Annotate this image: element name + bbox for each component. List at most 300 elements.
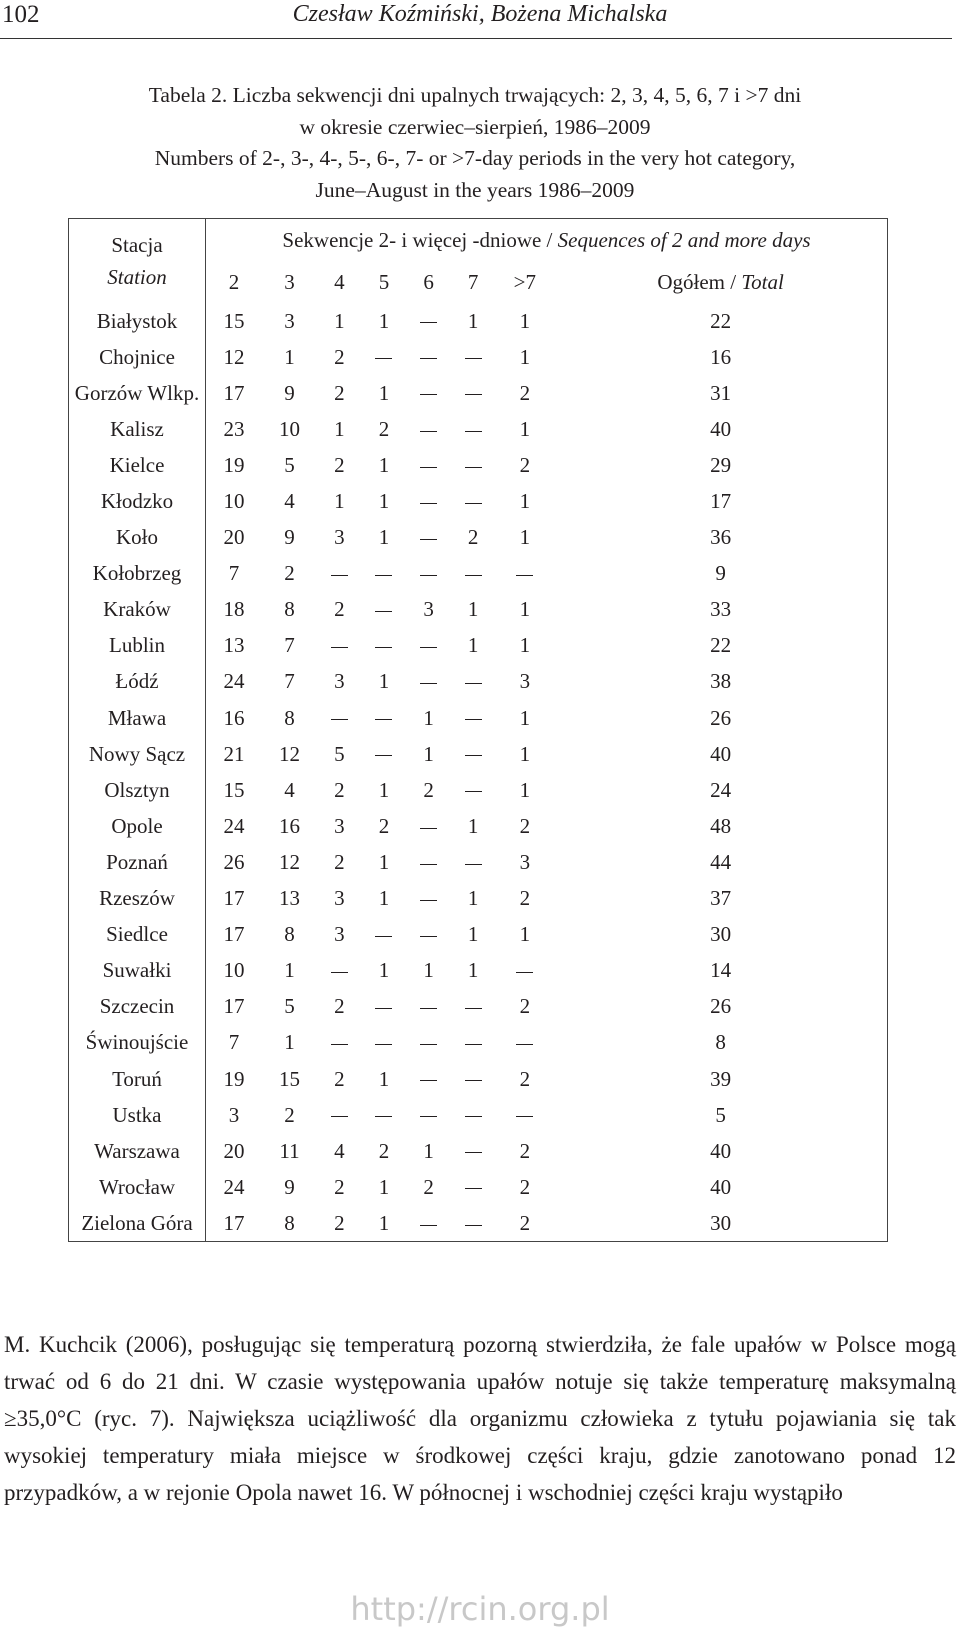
table-row bbox=[69, 447, 888, 483]
value-cell: 1 bbox=[284, 344, 295, 369]
value-cell: 1 bbox=[467, 958, 479, 983]
value-cell: 1 bbox=[378, 1174, 390, 1199]
page-number: 102 bbox=[2, 1, 40, 28]
value-cell: 2 bbox=[423, 1174, 434, 1199]
value-cell: 5 bbox=[334, 741, 345, 766]
total-cell: 29 bbox=[710, 452, 732, 477]
table-row bbox=[69, 520, 888, 556]
value-cell bbox=[317, 700, 362, 736]
header-rule bbox=[0, 38, 952, 39]
value-cell: 20 bbox=[223, 525, 245, 550]
value-cell: 2 bbox=[519, 1138, 531, 1163]
dash-mark bbox=[465, 683, 482, 684]
group-header-pl: Sekwencje 2- i więcej -dniowe / bbox=[282, 227, 558, 252]
dash-mark bbox=[465, 467, 482, 468]
table-row bbox=[69, 483, 888, 519]
total-cell: 39 bbox=[710, 1066, 732, 1091]
dash-mark bbox=[516, 1116, 533, 1117]
caption-pl-line2: w okresie czerwiec–sierpień, 1986–2009 bbox=[299, 114, 651, 139]
value-cell: 3 bbox=[334, 813, 345, 838]
dash-mark bbox=[420, 828, 437, 829]
value-cell bbox=[451, 664, 496, 700]
value-cell: 16 bbox=[223, 705, 245, 730]
table-row bbox=[69, 772, 888, 808]
value-cell: 1 bbox=[519, 308, 531, 333]
table-row bbox=[69, 556, 888, 592]
value-cell: 12 bbox=[278, 741, 300, 766]
value-cell bbox=[451, 772, 496, 808]
value-cell: 2 bbox=[519, 813, 531, 838]
value-cell: 2 bbox=[334, 1210, 345, 1235]
column-header: 3 bbox=[284, 269, 295, 294]
station-name: Szczecin bbox=[69, 989, 206, 1025]
value-cell: 26 bbox=[223, 849, 245, 874]
dash-mark bbox=[420, 503, 437, 504]
table-row bbox=[69, 917, 888, 953]
value-cell: 2 bbox=[519, 1210, 531, 1235]
value-cell: 1 bbox=[519, 344, 531, 369]
value-cell: 2 bbox=[334, 994, 345, 1019]
dash-mark bbox=[331, 719, 348, 720]
value-cell: 1 bbox=[378, 1210, 390, 1235]
total-cell: 40 bbox=[710, 1138, 732, 1163]
total-cell: 31 bbox=[710, 380, 732, 405]
total-cell: 22 bbox=[710, 633, 732, 658]
value-cell bbox=[362, 917, 407, 953]
value-cell bbox=[406, 1061, 451, 1097]
value-cell bbox=[406, 881, 451, 917]
column-header: >7 bbox=[513, 269, 536, 294]
value-cell: 1 bbox=[378, 452, 390, 477]
value-cell bbox=[406, 339, 451, 375]
value-cell bbox=[451, 339, 496, 375]
value-cell: 7 bbox=[284, 669, 295, 694]
total-header-pl: Ogółem / bbox=[657, 269, 742, 294]
value-cell: 7 bbox=[284, 633, 295, 658]
station-name: Mława bbox=[69, 700, 206, 736]
total-cell: 38 bbox=[710, 669, 732, 694]
value-cell: 1 bbox=[378, 525, 390, 550]
value-cell bbox=[451, 736, 496, 772]
total-cell: 36 bbox=[710, 525, 732, 550]
table-row bbox=[69, 592, 888, 628]
table-row bbox=[69, 844, 888, 880]
station-name: Wrocław bbox=[69, 1169, 206, 1205]
value-cell: 1 bbox=[519, 777, 531, 802]
table-row bbox=[69, 1133, 888, 1169]
dash-mark bbox=[331, 1116, 348, 1117]
total-cell: 40 bbox=[710, 1174, 732, 1199]
station-name: Suwałki bbox=[69, 953, 206, 989]
value-cell: 8 bbox=[284, 922, 295, 947]
value-cell bbox=[451, 1169, 496, 1205]
value-cell bbox=[406, 1025, 451, 1061]
value-cell bbox=[362, 339, 407, 375]
total-cell: 30 bbox=[710, 1210, 732, 1235]
caption-en-line1: Numbers of 2-, 3-, 4-, 5-, 6-, 7- or >7-day periods in the very hot category, bbox=[154, 146, 796, 170]
dash-mark bbox=[465, 719, 482, 720]
value-cell: 18 bbox=[223, 597, 245, 622]
dash-mark bbox=[465, 1152, 482, 1153]
caption-en-line2: June–August in the years 1986–2009 bbox=[315, 177, 635, 202]
dash-mark bbox=[420, 1225, 437, 1226]
total-cell: 33 bbox=[710, 597, 732, 622]
value-cell bbox=[406, 556, 451, 592]
total-cell: 14 bbox=[710, 958, 732, 983]
value-cell: 1 bbox=[467, 813, 479, 838]
value-cell: 1 bbox=[519, 633, 531, 658]
value-cell: 2 bbox=[378, 813, 390, 838]
value-cell: 11 bbox=[279, 1138, 300, 1163]
value-cell bbox=[406, 303, 451, 339]
table-caption bbox=[60, 80, 890, 206]
dash-mark bbox=[331, 1044, 348, 1045]
table-row bbox=[69, 1097, 888, 1133]
value-cell: 1 bbox=[519, 416, 531, 441]
value-cell bbox=[317, 1025, 362, 1061]
station-name: Olsztyn bbox=[69, 772, 206, 808]
station-name: Toruń bbox=[69, 1061, 206, 1097]
value-cell: 2 bbox=[334, 1174, 345, 1199]
total-cell: 8 bbox=[715, 1030, 726, 1055]
value-cell bbox=[362, 736, 407, 772]
value-cell: 1 bbox=[378, 1066, 390, 1091]
value-cell: 1 bbox=[519, 922, 531, 947]
value-cell: 2 bbox=[334, 344, 345, 369]
station-header-en: Station bbox=[107, 265, 167, 289]
dash-mark bbox=[331, 575, 348, 576]
group-header-en: Sequences of 2 and more days bbox=[557, 227, 811, 252]
dash-mark bbox=[420, 322, 437, 323]
dash-mark bbox=[375, 358, 392, 359]
value-cell: 2 bbox=[334, 597, 345, 622]
value-cell: 3 bbox=[334, 886, 345, 911]
dash-mark bbox=[375, 936, 392, 937]
value-cell: 1 bbox=[378, 380, 390, 405]
total-header bbox=[554, 261, 887, 303]
value-cell: 1 bbox=[378, 308, 390, 333]
total-cell: 37 bbox=[710, 886, 732, 911]
table-row bbox=[69, 303, 888, 339]
value-cell bbox=[317, 628, 362, 664]
station-name: Koło bbox=[69, 520, 206, 556]
station-name: Ustka bbox=[69, 1097, 206, 1133]
value-cell bbox=[451, 447, 496, 483]
dash-mark bbox=[465, 1225, 482, 1226]
value-cell: 24 bbox=[223, 669, 245, 694]
dash-mark bbox=[375, 1044, 392, 1045]
station-name: Nowy Sącz bbox=[69, 736, 206, 772]
value-cell: 4 bbox=[284, 777, 295, 802]
value-cell: 12 bbox=[278, 849, 300, 874]
total-cell: 30 bbox=[710, 922, 732, 947]
station-header-pl: Stacja bbox=[111, 233, 163, 257]
value-cell: 8 bbox=[284, 597, 295, 622]
value-cell: 2 bbox=[378, 416, 390, 441]
dash-mark bbox=[465, 1044, 482, 1045]
dash-mark bbox=[375, 575, 392, 576]
value-cell: 2 bbox=[334, 380, 345, 405]
value-cell: 2 bbox=[519, 994, 531, 1019]
dash-mark bbox=[420, 394, 437, 395]
dash-mark bbox=[420, 539, 437, 540]
value-cell bbox=[451, 1097, 496, 1133]
value-cell: 19 bbox=[223, 452, 245, 477]
station-name: Zielona Góra bbox=[69, 1205, 206, 1242]
table-row bbox=[69, 628, 888, 664]
value-cell bbox=[406, 808, 451, 844]
value-cell bbox=[451, 989, 496, 1025]
value-cell bbox=[451, 1133, 496, 1169]
value-cell: 1 bbox=[378, 669, 390, 694]
dash-mark bbox=[465, 394, 482, 395]
dash-mark bbox=[420, 683, 437, 684]
station-name: Poznań bbox=[69, 844, 206, 880]
table-row bbox=[69, 375, 888, 411]
value-cell: 3 bbox=[284, 308, 295, 333]
value-cell: 2 bbox=[519, 1066, 531, 1091]
value-cell: 3 bbox=[334, 669, 345, 694]
total-cell: 44 bbox=[710, 849, 732, 874]
value-cell bbox=[362, 592, 407, 628]
dash-mark bbox=[516, 1044, 533, 1045]
value-cell bbox=[406, 520, 451, 556]
value-cell: 3 bbox=[334, 922, 345, 947]
value-cell bbox=[495, 1097, 554, 1133]
value-cell: 2 bbox=[334, 849, 345, 874]
body-paragraph: M. Kuchcik (2006), posługując się temperaturą pozorną stwierdziła, że fale upałów w Polsce mogą trwać od 6 do 21 dni. W czasie występowania upałów notuje się także temperaturę maksymalną ≥35,0°C (ryc. 7). Największa uciążliwość dla organizmu człowieka z tytułu pojawiania się tak wysokiej temperatury miała miejsce w środkowej części kraju, gdzie zanotowano ponad 12 przypadków, a w rejonie Opola nawet 16. W północnej i wschodniej części kraju wystąpiło bbox=[4, 1332, 956, 1505]
station-name: Chojnice bbox=[69, 339, 206, 375]
value-cell: 1 bbox=[519, 489, 531, 514]
value-cell: 21 bbox=[223, 741, 245, 766]
dash-mark bbox=[420, 575, 437, 576]
table-row bbox=[69, 1169, 888, 1205]
value-cell bbox=[406, 844, 451, 880]
column-header: 5 bbox=[378, 269, 390, 294]
value-cell: 7 bbox=[228, 561, 240, 586]
table-row bbox=[69, 953, 888, 989]
station-name: Kielce bbox=[69, 447, 206, 483]
group-header bbox=[206, 219, 888, 262]
column-header: 7 bbox=[467, 269, 479, 294]
total-cell: 26 bbox=[710, 994, 732, 1019]
total-cell: 9 bbox=[715, 561, 726, 586]
caption-pl-line1: Tabela 2. Liczba sekwencji dni upalnych trwających: 2, 3, 4, 5, 6, 7 i >7 dni bbox=[148, 83, 802, 107]
value-cell: 3 bbox=[519, 849, 531, 874]
value-cell: 17 bbox=[223, 380, 245, 405]
value-cell bbox=[406, 917, 451, 953]
value-cell: 1 bbox=[284, 1030, 295, 1055]
value-cell: 2 bbox=[334, 777, 345, 802]
table-row bbox=[69, 339, 888, 375]
station-name: Warszawa bbox=[69, 1133, 206, 1169]
value-cell bbox=[362, 1025, 407, 1061]
value-cell: 17 bbox=[223, 994, 245, 1019]
value-cell: 10 bbox=[278, 416, 300, 441]
dash-mark bbox=[420, 467, 437, 468]
value-cell bbox=[495, 953, 554, 989]
dash-mark bbox=[465, 1188, 482, 1189]
value-cell: 1 bbox=[378, 886, 390, 911]
value-cell bbox=[362, 628, 407, 664]
dash-mark bbox=[465, 503, 482, 504]
dash-mark bbox=[420, 358, 437, 359]
value-cell: 1 bbox=[467, 922, 479, 947]
station-name: Opole bbox=[69, 808, 206, 844]
value-cell: 8 bbox=[284, 705, 295, 730]
value-cell: 17 bbox=[223, 886, 245, 911]
value-cell: 5 bbox=[284, 452, 295, 477]
total-cell: 16 bbox=[710, 344, 732, 369]
value-cell: 23 bbox=[223, 416, 245, 441]
value-cell: 1 bbox=[378, 958, 390, 983]
value-cell bbox=[406, 989, 451, 1025]
value-cell bbox=[406, 628, 451, 664]
value-cell: 4 bbox=[284, 489, 295, 514]
value-cell: 9 bbox=[284, 1174, 295, 1199]
table-row bbox=[69, 736, 888, 772]
value-cell: 20 bbox=[223, 1138, 245, 1163]
station-name: Kołobrzeg bbox=[69, 556, 206, 592]
value-cell bbox=[406, 447, 451, 483]
value-cell bbox=[451, 844, 496, 880]
dash-mark bbox=[420, 647, 437, 648]
value-cell: 2 bbox=[334, 452, 345, 477]
value-cell: 10 bbox=[223, 958, 245, 983]
value-cell: 9 bbox=[284, 380, 295, 405]
value-cell: 7 bbox=[228, 1030, 240, 1055]
value-cell: 1 bbox=[423, 741, 434, 766]
value-cell: 1 bbox=[467, 597, 479, 622]
value-cell: 17 bbox=[223, 922, 245, 947]
dash-mark bbox=[465, 1008, 482, 1009]
station-name: Kraków bbox=[69, 592, 206, 628]
value-cell bbox=[406, 483, 451, 519]
dash-mark bbox=[375, 1008, 392, 1009]
value-cell: 1 bbox=[378, 777, 390, 802]
station-name: Gorzów Wlkp. bbox=[69, 375, 206, 411]
dash-mark bbox=[516, 575, 533, 576]
table-row bbox=[69, 700, 888, 736]
value-cell bbox=[451, 411, 496, 447]
value-cell: 2 bbox=[378, 1138, 390, 1163]
value-cell: 24 bbox=[223, 1174, 245, 1199]
total-header-en: Total bbox=[741, 269, 784, 294]
table-row bbox=[69, 808, 888, 844]
value-cell bbox=[362, 556, 407, 592]
station-name: Łódź bbox=[69, 664, 206, 700]
value-cell: 2 bbox=[467, 525, 479, 550]
value-cell: 5 bbox=[284, 994, 295, 1019]
table-row bbox=[69, 881, 888, 917]
column-header: 4 bbox=[334, 269, 345, 294]
running-head: Czesław Koźmiński, Bożena Michalska bbox=[292, 1, 668, 27]
table-row bbox=[69, 1061, 888, 1097]
value-cell: 4 bbox=[334, 1138, 345, 1163]
value-cell: 3 bbox=[228, 1102, 240, 1127]
value-cell bbox=[406, 375, 451, 411]
station-name: Siedlce bbox=[69, 917, 206, 953]
total-cell: 40 bbox=[710, 416, 732, 441]
value-cell: 2 bbox=[519, 1174, 531, 1199]
dash-mark bbox=[420, 936, 437, 937]
value-cell bbox=[406, 664, 451, 700]
value-cell: 16 bbox=[278, 813, 300, 838]
value-cell bbox=[451, 375, 496, 411]
value-cell: 2 bbox=[519, 380, 531, 405]
value-cell: 1 bbox=[467, 886, 479, 911]
total-cell: 24 bbox=[710, 777, 732, 802]
value-cell: 15 bbox=[223, 308, 245, 333]
value-cell bbox=[451, 483, 496, 519]
value-cell: 12 bbox=[223, 344, 245, 369]
value-cell: 3 bbox=[519, 669, 531, 694]
value-cell: 10 bbox=[223, 489, 245, 514]
value-cell: 1 bbox=[467, 308, 479, 333]
dash-mark bbox=[465, 864, 482, 865]
value-cell bbox=[362, 700, 407, 736]
station-name: Kalisz bbox=[69, 411, 206, 447]
value-cell: 1 bbox=[378, 849, 390, 874]
dash-mark bbox=[375, 719, 392, 720]
value-cell: 19 bbox=[223, 1066, 245, 1091]
station-name: Świnoujście bbox=[69, 1025, 206, 1061]
station-header bbox=[69, 219, 206, 304]
total-cell: 17 bbox=[710, 489, 732, 514]
value-cell: 2 bbox=[423, 777, 434, 802]
dash-mark bbox=[465, 358, 482, 359]
value-cell: 1 bbox=[334, 308, 345, 333]
dash-mark bbox=[331, 647, 348, 648]
value-cell bbox=[317, 556, 362, 592]
page-header bbox=[0, 0, 960, 52]
value-cell bbox=[451, 1061, 496, 1097]
dash-mark bbox=[465, 1116, 482, 1117]
total-cell: 48 bbox=[710, 813, 732, 838]
table-row bbox=[69, 664, 888, 700]
column-header: 6 bbox=[423, 269, 434, 294]
value-cell: 1 bbox=[378, 489, 390, 514]
value-cell bbox=[451, 556, 496, 592]
value-cell bbox=[362, 1097, 407, 1133]
dash-mark bbox=[375, 755, 392, 756]
value-cell bbox=[495, 556, 554, 592]
dash-mark bbox=[465, 755, 482, 756]
dash-mark bbox=[420, 1008, 437, 1009]
table-row bbox=[69, 989, 888, 1025]
value-cell: 1 bbox=[334, 416, 345, 441]
value-cell: 15 bbox=[278, 1066, 300, 1091]
value-cell: 17 bbox=[223, 1210, 245, 1235]
dash-mark bbox=[375, 647, 392, 648]
dash-mark bbox=[420, 431, 437, 432]
dash-mark bbox=[465, 575, 482, 576]
dash-mark bbox=[420, 864, 437, 865]
value-cell: 1 bbox=[519, 741, 531, 766]
station-name: Kłodzko bbox=[69, 483, 206, 519]
value-cell bbox=[362, 989, 407, 1025]
dash-mark bbox=[465, 1080, 482, 1081]
value-cell: 3 bbox=[423, 597, 434, 622]
station-name: Rzeszów bbox=[69, 881, 206, 917]
value-cell: 8 bbox=[284, 1210, 295, 1235]
value-cell bbox=[451, 1205, 496, 1242]
table-row bbox=[69, 1205, 888, 1242]
dash-mark bbox=[420, 1116, 437, 1117]
value-cell: 1 bbox=[334, 489, 345, 514]
dash-mark bbox=[420, 1080, 437, 1081]
value-cell: 2 bbox=[284, 1102, 295, 1127]
